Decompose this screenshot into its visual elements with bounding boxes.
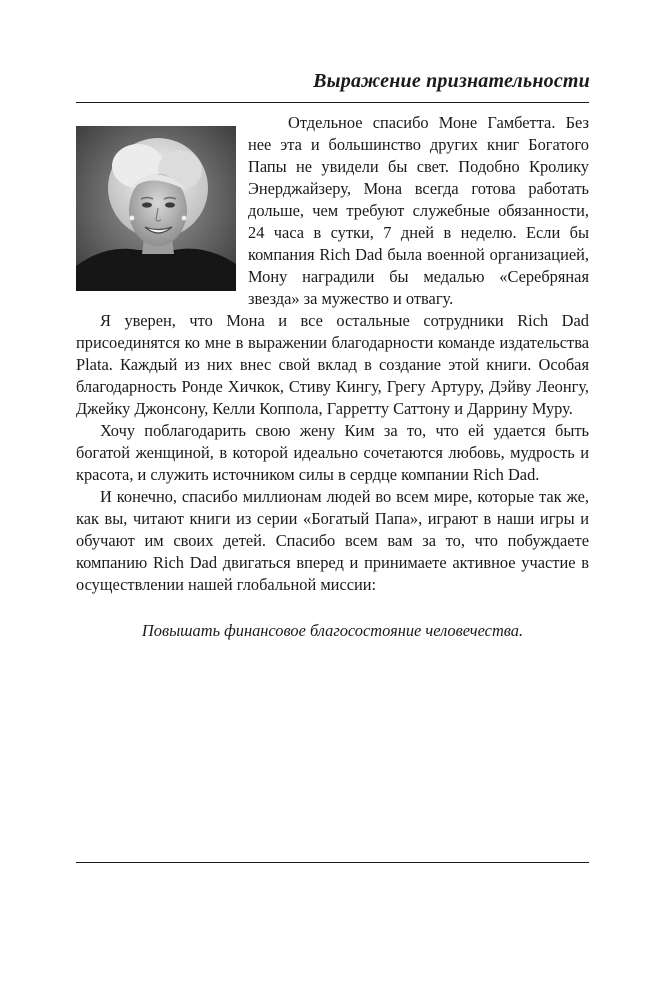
mission-motto: Повышать финансовое благосостояние человечества. [141,621,524,640]
paragraph: Хочу поблагодарить свою жену Ким за то, что ей удается быть богатой женщиной, в которой идеально сочетаются любовь, мудрость и красота, и служить источником силы в сердце компании Rich Dad. [76,421,589,484]
paragraph: Я уверен, что Мона и все остальные сотрудники Rich Dad присоединятся ко мне в выражении благодарности команде издательства Plata. Каждый из них внес свой вклад в создание этой книги. Особая благодарность Ронде Хичкок, Стиву Кингу, Грегу Артуру, Дэйву Леонгу, Джейку Джонсону, Келли Коппола, Гарретту Саттону и Даррину Муру. [76,311,589,418]
paragraph: Отдельное спасибо Моне Гамбетта. Без нее эта и большинство других книг Богатого Папы не увидели бы свет. Подобно Кролику Энерджайзеру, Мона всегда готова работать дольше, чем требуют служебные обязанности, 24 часа в сутки, 7 дней в неделю. Если бы компания Rich Dad была военной организацией, Мону наградили бы медалью «Серебряная звезда» за мужество и отвагу. [248,113,589,308]
header-rule [76,102,589,103]
body-text [76,112,589,596]
page-title: Выражение признательности [313,70,590,92]
paragraph: И конечно, спасибо миллионам людей во всем мире, которые так же, как вы, читают книги из серии «Богатый Папа», играют в наши игры и обучают им своих детей. Спасибо всем вам за то, что побуждаете компанию Rich Dad двигаться вперед и принимаете активное участие в осуществлении нашей глобальной миссии: [76,487,589,594]
portrait-photo [76,126,236,291]
footer-rule [76,862,589,863]
